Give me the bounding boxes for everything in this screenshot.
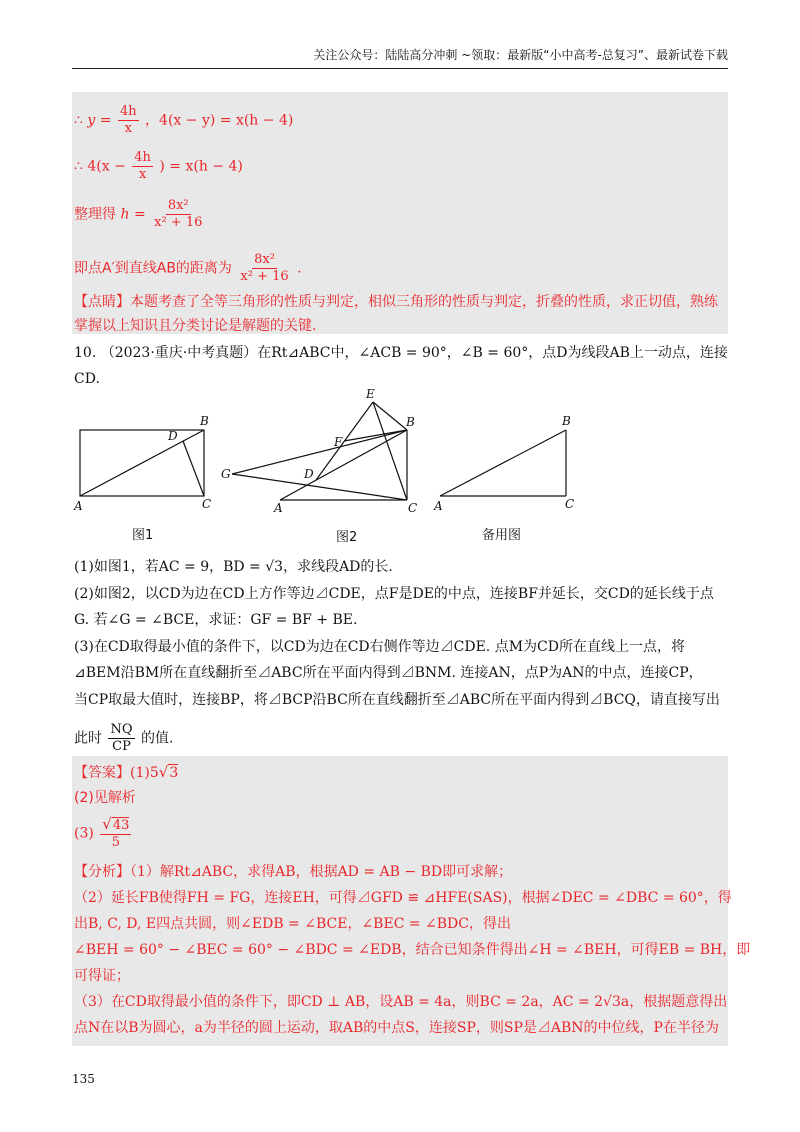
fig2-ab [280, 430, 407, 500]
fig1-line-cd [183, 441, 204, 496]
analysis-line-2: （2）延长FB使得FH = FG，连接EH，可得⊿GFD ≌ ⊿HFE(SAS)，根据∠DEC = ∠DBC = 60°，得 [74, 890, 732, 906]
equation-line-2 [74, 150, 243, 183]
fig2-caption: 图2 [336, 530, 358, 545]
fig2-label-b: B [406, 415, 415, 429]
eq3-equals: = [133, 206, 146, 223]
therefore-symbol-2: ∴ [74, 158, 83, 175]
fig1-label-c: C [202, 497, 212, 511]
fig2-gb [232, 430, 407, 474]
q3-num: NQ [110, 722, 133, 737]
fig2-label-g: G [221, 467, 231, 481]
answer-3-fraction [100, 816, 131, 851]
answer-line-3 [74, 816, 133, 851]
eq3-label: 整理得 [74, 206, 116, 223]
answer-3-den: 5 [111, 835, 120, 850]
equation-line-1 [74, 104, 293, 137]
eq2-fraction [132, 150, 153, 183]
fig2-label-c: C [408, 501, 418, 515]
sqrt-symbol: √ [158, 763, 169, 781]
analysis-text-1: （1）解Rt⊿ABC，求得AB，根据AD = AB − BD即可求解； [130, 864, 513, 880]
question-3-line-3: 当CP取最大值时，连接BP，将⊿BCP沿BC所在直线翻折至⊿ABC所在平面内得到⊿BCQ，请直接写出 [74, 692, 720, 708]
fig3-label-b: B [562, 414, 571, 428]
analysis-line-5: 可得证； [74, 968, 130, 984]
answer-3-prefix: (3) [74, 825, 94, 842]
eq2-num: 4h [134, 150, 151, 165]
analysis-line-7: 点N在以B为圆心，a为半径的圆上运动，取AB的中点S，连接SP，则SP是⊿ABN的中位线，P在半径为 [74, 1020, 719, 1036]
eq1-fraction [118, 104, 139, 137]
q3-tail-a: 此时 [74, 730, 102, 747]
eq2-body-b: ) = x(h − 4) [159, 158, 243, 175]
eq4-den: x² + 16 [240, 269, 289, 284]
fig2-label-d: D [304, 467, 314, 481]
eq4-num: 8x² [254, 252, 275, 267]
comment-line-1 [74, 292, 718, 312]
question-3-line-4 [74, 722, 173, 755]
eq4-end: . [297, 260, 302, 277]
eq1-equals: = [99, 112, 112, 129]
analysis-tag: 【分析】 [74, 864, 130, 880]
question-1: (1)如图1，若AC = 9，BD = √3，求线段AD的长. [74, 559, 393, 575]
fig3-caption: 备用图 [482, 528, 522, 543]
answer-1-prefix: (1)5 [130, 765, 159, 781]
eq3-h: h [120, 206, 130, 223]
fig1-line-ab [80, 430, 204, 496]
analysis-line-3: 出B, C, D, E四点共圆，则∠EDB = ∠BCE，∠BEC = ∠BDC，得出 [74, 916, 511, 932]
answer-3-radicand: 43 [112, 818, 130, 833]
problem-intro-1: 10. （2023·重庆·中考真题）在Rt⊿ABC中，∠ACB = 90°，∠B = 60°，点D为线段AB上一动点，连接 [74, 345, 728, 361]
answer-line-2: (2)见解析 [74, 790, 136, 806]
eq4-fraction [238, 252, 290, 285]
page-number: 135 [72, 1072, 95, 1086]
equation-line-4 [74, 252, 302, 285]
answer-tag: 【答案】 [74, 765, 130, 781]
fig1-label-b: B [200, 414, 209, 428]
q3-fraction [108, 722, 134, 755]
eq1-den: x [124, 121, 132, 136]
figure-3 [430, 410, 580, 520]
problem-intro-2: CD. [74, 371, 100, 387]
figure-2 [218, 388, 428, 518]
question-2-line-2: G. 若∠G = ∠BCE，求证：GF = BF + BE. [74, 612, 358, 628]
fig1-label-a: A [74, 499, 83, 513]
question-3-line-2: ⊿BEM沿BM所在直线翻折至⊿ABC所在平面内得到⊿BNM. 连接AN，点P为AN的中点，连接CP， [74, 665, 703, 681]
comment-text-1: 本题考查了全等三角形的性质与判定，相似三角形的性质与判定，折叠的性质，求正切值，熟练 [130, 294, 718, 310]
page-header: 关注公众号：陆陆高分冲刺 ~领取：最新版“小中高考-总复习”、最新试卷下载 [313, 48, 728, 62]
fig1-caption: 图1 [132, 528, 154, 543]
therefore-symbol: ∴ [74, 112, 83, 129]
analysis-line-4: ∠BEH = 60° − ∠BEC = 60° − ∠BDC = ∠EDB，结合已知条件得出∠H = ∠BEH，可得EB = BH，即 [74, 942, 751, 958]
fig1-label-d: D [168, 429, 178, 443]
comment-line-2 [74, 316, 316, 336]
equation-line-3 [74, 198, 206, 231]
eq3-den: x² + 16 [154, 215, 203, 230]
fig3-label-c: C [565, 497, 575, 511]
eq3-fraction [152, 198, 204, 231]
q3-tail-b: 的值. [140, 730, 174, 747]
eq4-text: 即点A′到直线AB的距离为 [74, 260, 232, 277]
fig2-label-a: A [274, 501, 283, 515]
analysis-line-1 [74, 862, 512, 882]
figure-1 [70, 410, 220, 520]
fig3-ab [440, 430, 566, 496]
eq2-body-a: 4(x − [87, 158, 126, 175]
comment-tag: 【点睛】 [74, 294, 130, 310]
eq1-rest: ，4(x − y) = x(h − 4) [145, 112, 294, 129]
answer-1-radicand: 3 [169, 765, 179, 781]
fig2-label-e: E [366, 388, 375, 401]
eq1-num: 4h [119, 104, 137, 119]
question-3-line-1: (3)在CD取得最小值的条件下，以CD为边在CD右侧作等边⊿CDE. 点M为CD所在直线上一点，将 [74, 639, 685, 655]
eq2-den: x [138, 167, 147, 182]
comment-text-2: 掌握以上知识且分类讨论是解题的关键. [74, 318, 317, 334]
question-2-line-1: (2)如图2，以CD为边在CD上方作等边⊿CDE，点F是DE的中点，连接BF并延长，交CD的延长线于点 [74, 586, 714, 602]
sqrt-symbol-2: √ [102, 815, 112, 833]
fig3-label-a: A [434, 499, 443, 513]
answer-line-1 [74, 762, 178, 783]
eq3-num: 8x² [167, 198, 189, 213]
header-rule [72, 68, 728, 69]
q3-den: CP [112, 739, 131, 754]
analysis-line-6: （3）在CD取得最小值的条件下，即CD ⊥ AB，设AB = 4a，则BC = 2a，AC = 2√3a，根据题意得出 [74, 994, 728, 1010]
eq1-y: y [87, 112, 96, 129]
fig2-label-f: F [334, 435, 343, 449]
